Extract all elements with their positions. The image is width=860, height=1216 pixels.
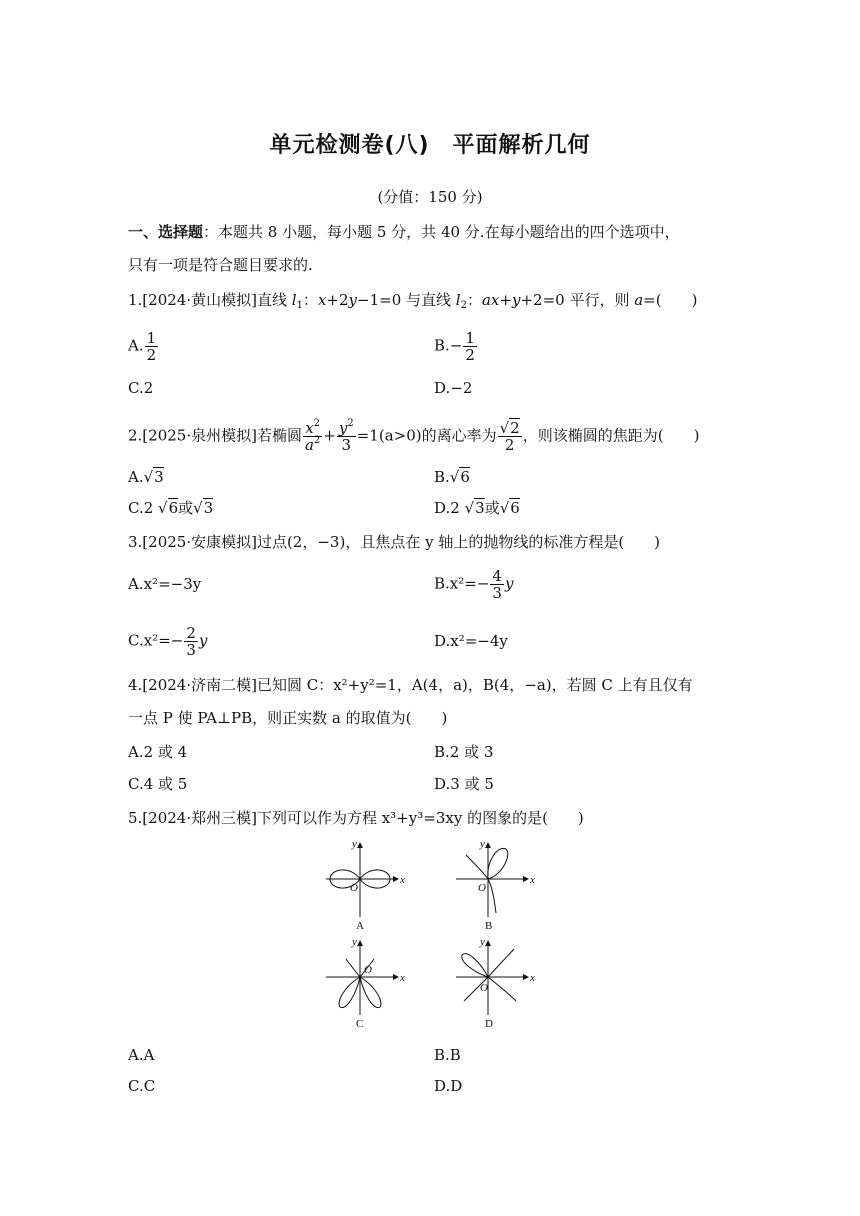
- question-2-option-c[interactable]: C.2 √6或√3: [128, 499, 214, 517]
- section-desc-line2: 只有一项是符合题目要求的.: [128, 256, 313, 274]
- fig-label-a: A: [356, 920, 364, 932]
- question-2-option-a[interactable]: A.√3: [128, 468, 164, 486]
- question-2-option-d[interactable]: D.2 √3或√6: [434, 499, 520, 517]
- graph-options-diagram: [316, 835, 546, 1035]
- question-4-option-b[interactable]: B.2 或 3: [434, 743, 494, 761]
- fig-label-b: B: [485, 920, 493, 932]
- svg-text:y: y: [480, 838, 485, 850]
- score-note: (分值：150 分): [377, 188, 483, 206]
- svg-text:O: O: [478, 882, 486, 894]
- svg-text:y: y: [352, 838, 357, 850]
- svg-text:O: O: [350, 882, 358, 894]
- fig-label-c: C: [356, 1018, 364, 1030]
- question-2-stem: 2.[2025·泉州模拟]若椭圆 $\frac{x^2}{a^2}$ + $\frac{y^2}{3}$ =1(a>0)的离心率为 $\frac{√2}{2}$ ，则该椭圆的焦距为( ): [128, 418, 700, 454]
- question-4-option-a[interactable]: A.2 或 4: [128, 743, 188, 761]
- question-3-stem: 3.[2025·安康模拟]过点(2，−3)，且焦点在 y 轴上的抛物线的标准方程是( ): [128, 533, 661, 551]
- question-2-option-b[interactable]: B.√6: [434, 468, 470, 486]
- svg-text:y: y: [352, 936, 357, 948]
- section-desc: ：本题共 8 小题，每小题 5 分，共 40 分.在每小题给出的四个选项中，: [203, 223, 680, 241]
- question-1-option-c[interactable]: C.2: [128, 379, 154, 397]
- svg-text:x: x: [530, 874, 535, 886]
- svg-text:x: x: [530, 972, 535, 984]
- svg-text:O: O: [480, 982, 488, 994]
- question-4-option-c[interactable]: C.4 或 5: [128, 775, 188, 793]
- question-5-option-b[interactable]: B.B: [434, 1046, 461, 1064]
- section-intro: [128, 220, 680, 244]
- question-4-option-d[interactable]: D.3 或 5: [434, 775, 494, 793]
- question-1-option-b[interactable]: B.− $\frac{1}{2}$: [434, 329, 475, 364]
- svg-text:x: x: [400, 874, 405, 886]
- question-4-stem-line1: 4.[2024·济南二模]已知圆 C：x²+y²=1，A(4，a)，B(4，−a)，若圆 C 上有且仅有: [128, 676, 693, 694]
- question-5-figures: [316, 835, 546, 1035]
- question-5-option-d[interactable]: D.D: [434, 1077, 463, 1095]
- section-heading: 一、选择题: [128, 223, 204, 241]
- page-title: 单元检测卷(八) 平面解析几何: [269, 133, 591, 158]
- question-5-option-a[interactable]: A.A: [128, 1046, 155, 1064]
- question-3-option-d[interactable]: D.x²=−4y: [434, 632, 508, 650]
- question-1-stem: 1.[2024·黄山模拟]直线 $l_1$：x+2y−1=0 与直线 $l_2$：ax+y+2=0 平行，则 a=( ): [128, 291, 698, 311]
- fig-label-d: D: [485, 1018, 493, 1030]
- question-4-stem-line2: 一点 P 使 PA⊥PB，则正实数 a 的取值为( ): [128, 709, 448, 727]
- question-1-option-d[interactable]: D.−2: [434, 379, 473, 397]
- question-5-option-c[interactable]: C.C: [128, 1077, 156, 1095]
- question-3-option-b[interactable]: B.x²=− $\frac{4}{3}$ y: [434, 567, 514, 602]
- question-3-option-a[interactable]: A.x²=−3y: [128, 575, 202, 593]
- question-5-stem: 5.[2024·郑州三模]下列可以作为方程 x³+y³=3xy 的图象的是( ): [128, 809, 584, 827]
- question-1-option-a[interactable]: A. $\frac{1}{2}$: [128, 329, 157, 364]
- graph-c: [326, 941, 398, 1015]
- graph-d: [456, 941, 528, 1015]
- question-3-option-c[interactable]: C.x²=− $\frac{2}{3}$ y: [128, 624, 208, 659]
- svg-text:y: y: [480, 936, 485, 948]
- svg-text:x: x: [400, 972, 405, 984]
- svg-text:O: O: [364, 964, 372, 976]
- graph-a: [326, 843, 398, 917]
- graph-b: [456, 843, 528, 917]
